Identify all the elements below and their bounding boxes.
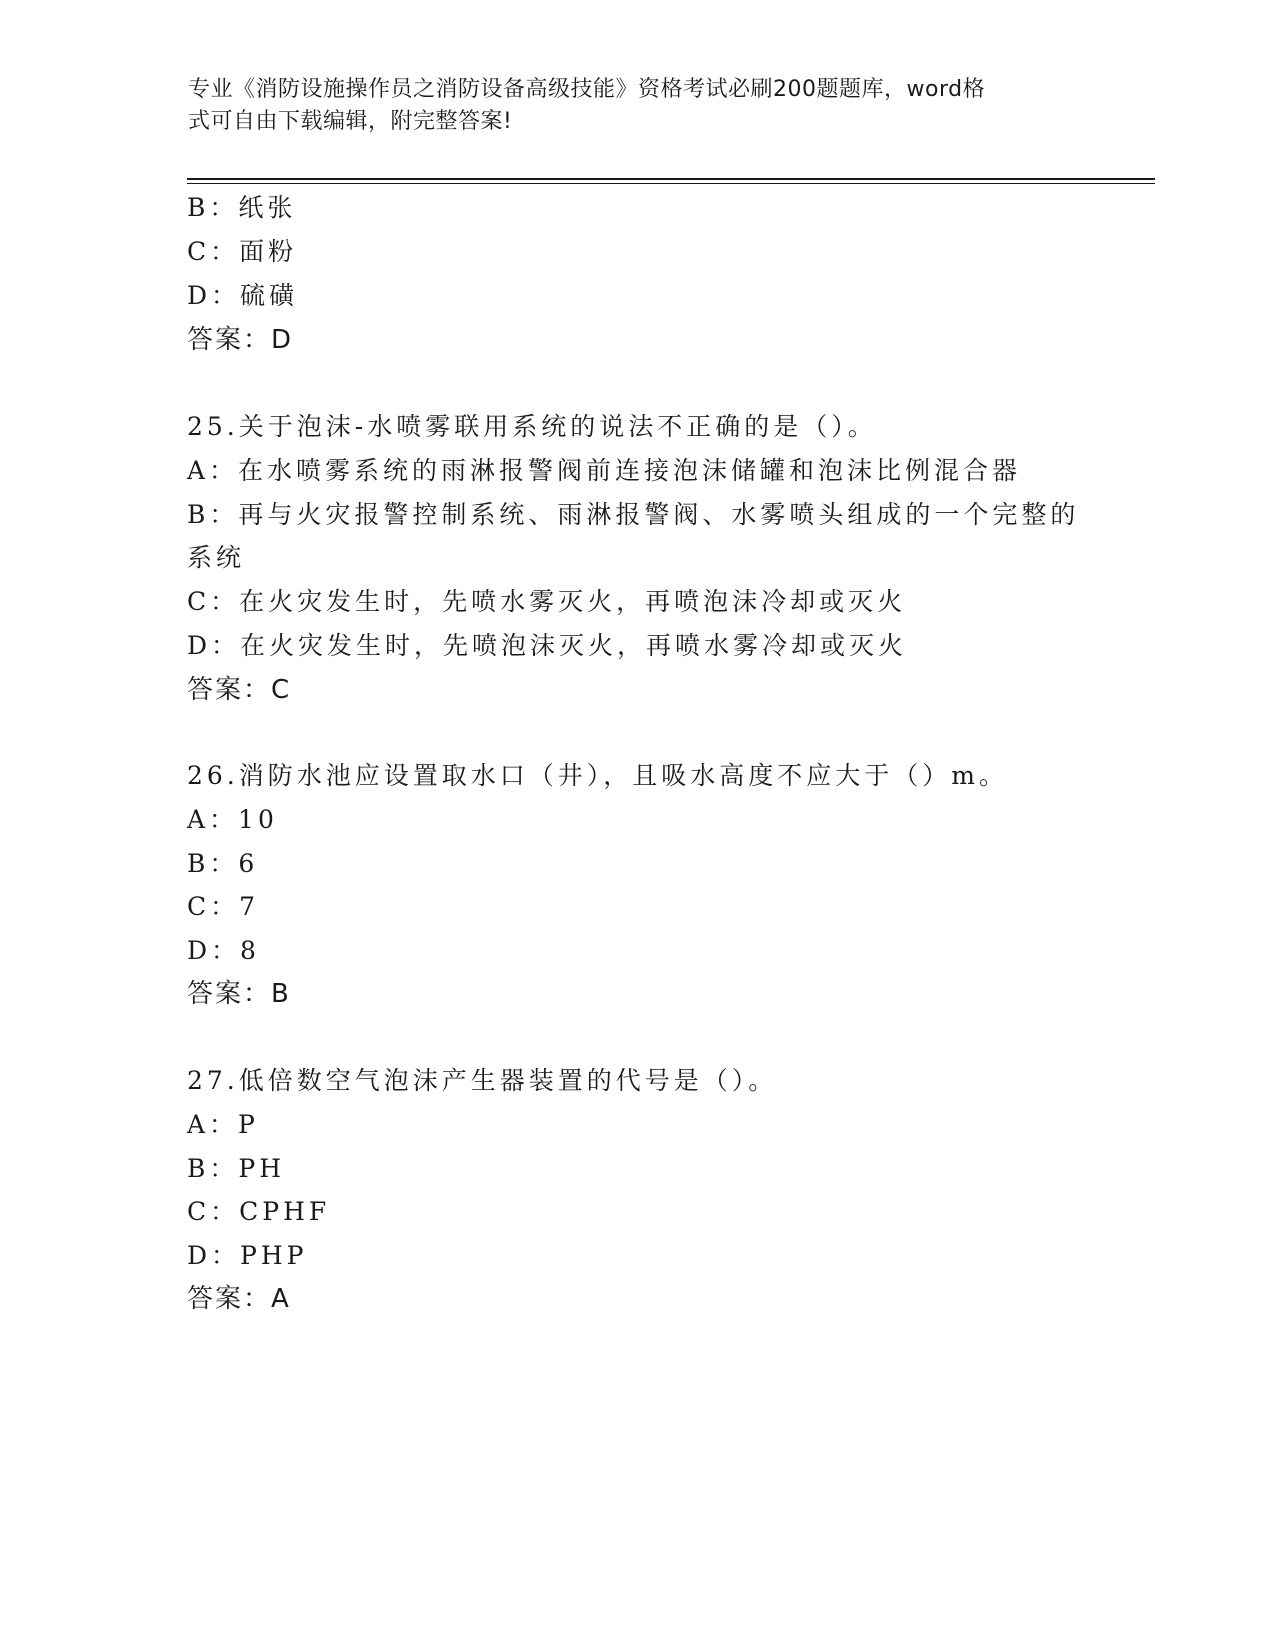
answer-line: 答案：D bbox=[187, 325, 294, 355]
option-d: D：硫磺 bbox=[187, 281, 299, 310]
option-a: A：在水喷雾系统的雨淋报警阀前连接泡沫储罐和泡沫比例混合器 bbox=[187, 456, 1022, 485]
answer-line: 答案：B bbox=[187, 979, 291, 1009]
document-header bbox=[188, 74, 1068, 138]
option-a: A：10 bbox=[187, 805, 278, 834]
header-line-1: 专业《消防设施操作员之消防设备高级技能》资格考试必刷200题题库，word格 bbox=[188, 77, 986, 102]
option-c: C：CPHF bbox=[187, 1197, 331, 1226]
option-d: D：PHP bbox=[187, 1241, 308, 1270]
question-stem: 25.关于泡沫-水喷雾联用系统的说法不正确的是（）。 bbox=[187, 412, 877, 441]
option-d: D：在火灾发生时，先喷泡沫灭火，再喷水雾冷却或灭火 bbox=[187, 631, 908, 660]
question-stem: 26.消防水池应设置取水口（井），且吸水高度不应大于（）m。 bbox=[187, 761, 1008, 790]
option-c: C：在火灾发生时，先喷水雾灭火，再喷泡沫冷却或灭火 bbox=[187, 587, 907, 616]
header-divider-thick bbox=[187, 178, 1155, 180]
option-c: C：7 bbox=[187, 892, 260, 921]
answer-line: 答案：A bbox=[187, 1284, 291, 1314]
option-b: B：6 bbox=[187, 849, 259, 878]
option-d: D：8 bbox=[187, 936, 260, 965]
header-divider-thin bbox=[187, 183, 1155, 184]
question-stem: 27.低倍数空气泡沫产生器装置的代号是（）。 bbox=[187, 1066, 778, 1095]
option-b: B：再与火灾报警控制系统、雨淋报警阀、水雾喷头组成的一个完整的 bbox=[187, 500, 1080, 529]
option-b-continued: 系统 bbox=[187, 543, 246, 572]
answer-line: 答案：C bbox=[187, 675, 292, 705]
option-b: B：纸张 bbox=[187, 193, 297, 222]
option-a: A：P bbox=[187, 1110, 259, 1139]
option-b: B：PH bbox=[187, 1154, 285, 1183]
header-line-2: 式可自由下载编辑，附完整答案! bbox=[188, 109, 513, 134]
option-c: C：面粉 bbox=[187, 237, 298, 266]
